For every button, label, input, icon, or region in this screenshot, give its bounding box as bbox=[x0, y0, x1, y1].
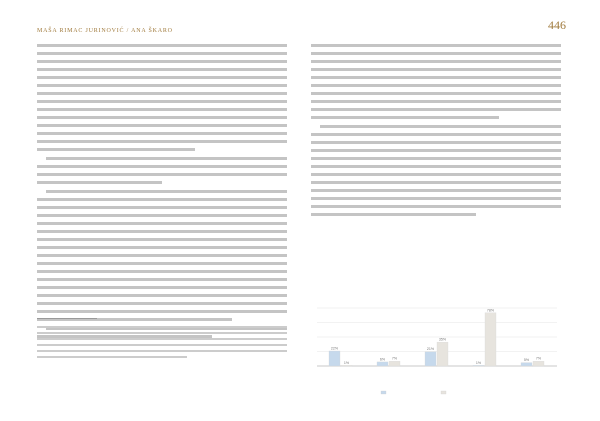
text-line bbox=[37, 246, 287, 249]
text-line bbox=[37, 124, 287, 127]
text-line bbox=[37, 52, 287, 55]
text-line bbox=[37, 278, 287, 281]
text-line bbox=[311, 197, 561, 200]
paragraph bbox=[37, 44, 287, 151]
text-line bbox=[311, 173, 561, 176]
text-line bbox=[37, 173, 287, 176]
footnote-line bbox=[37, 350, 287, 352]
text-line bbox=[37, 84, 287, 87]
text-line bbox=[311, 92, 561, 95]
chart-bar bbox=[521, 363, 532, 366]
text-line bbox=[37, 286, 287, 289]
paragraph bbox=[37, 190, 287, 321]
text-line bbox=[311, 149, 561, 152]
text-line bbox=[37, 238, 287, 241]
text-line bbox=[37, 230, 287, 233]
bar-value-label: 21% bbox=[426, 347, 435, 352]
chart-bar bbox=[473, 365, 484, 366]
text-line bbox=[46, 190, 287, 193]
text-line bbox=[37, 60, 287, 63]
text-line bbox=[311, 165, 561, 168]
text-line bbox=[37, 92, 287, 95]
text-line bbox=[311, 141, 561, 144]
text-line bbox=[37, 140, 287, 143]
footnote-line bbox=[37, 332, 287, 334]
text-line bbox=[37, 116, 287, 119]
text-line bbox=[37, 214, 287, 217]
bar-value-label: 22% bbox=[330, 346, 339, 351]
chart-bar bbox=[533, 361, 544, 366]
text-line bbox=[37, 100, 287, 103]
text-line bbox=[311, 205, 561, 208]
text-line bbox=[311, 157, 561, 160]
legend-swatch bbox=[441, 391, 446, 394]
bar-value-label: 7% bbox=[535, 356, 542, 361]
bar-chart bbox=[311, 304, 563, 404]
text-line bbox=[37, 198, 287, 201]
footnote-line bbox=[37, 344, 287, 346]
footnote-line bbox=[37, 338, 287, 340]
paragraph bbox=[311, 44, 561, 119]
legend-swatch bbox=[381, 391, 386, 394]
text-line bbox=[311, 100, 561, 103]
bar-value-label: 35% bbox=[438, 337, 447, 342]
text-line bbox=[37, 132, 287, 135]
body-column-right bbox=[311, 44, 561, 222]
bar-value-label: 6% bbox=[379, 357, 386, 362]
text-line bbox=[311, 133, 561, 136]
running-head: MAŠA RIMAC JURINOVIĆ / ANA ŠKARO bbox=[37, 28, 173, 34]
text-line bbox=[311, 68, 561, 71]
page-number: 446 bbox=[548, 18, 566, 32]
text-line bbox=[37, 310, 287, 313]
text-line bbox=[311, 60, 561, 63]
text-line bbox=[37, 76, 287, 79]
text-line bbox=[37, 181, 162, 184]
text-line bbox=[46, 157, 287, 160]
text-line bbox=[311, 76, 561, 79]
bar-value-label: 1% bbox=[475, 360, 482, 365]
bar-value-label: 1% bbox=[343, 360, 350, 365]
chart-bar bbox=[341, 365, 352, 366]
text-line bbox=[311, 52, 561, 55]
chart-bar bbox=[389, 361, 400, 366]
text-line bbox=[37, 148, 195, 151]
paragraph bbox=[37, 157, 287, 184]
chart-bar bbox=[377, 362, 388, 366]
paragraph bbox=[311, 125, 561, 216]
body-column-left bbox=[37, 44, 287, 344]
text-line bbox=[37, 222, 287, 225]
text-line bbox=[311, 189, 561, 192]
bar-value-label: 78% bbox=[486, 308, 495, 313]
text-line bbox=[37, 165, 287, 168]
chart-bar bbox=[485, 313, 496, 366]
chart-bar bbox=[425, 352, 436, 366]
text-line bbox=[311, 108, 561, 111]
text-line bbox=[37, 270, 287, 273]
footnote-line bbox=[37, 356, 187, 358]
footnote-divider bbox=[37, 318, 97, 319]
text-line bbox=[37, 108, 287, 111]
text-line bbox=[37, 206, 287, 209]
text-line bbox=[320, 125, 561, 128]
text-line bbox=[311, 213, 476, 216]
text-line bbox=[37, 68, 287, 71]
footnote bbox=[37, 326, 287, 362]
footnote-line bbox=[37, 326, 287, 328]
text-line bbox=[37, 44, 287, 47]
text-line bbox=[37, 254, 287, 257]
bar-value-label: 5% bbox=[523, 358, 530, 363]
text-line bbox=[37, 294, 287, 297]
text-line bbox=[311, 181, 561, 184]
text-line bbox=[37, 302, 287, 305]
text-line bbox=[311, 84, 561, 87]
text-line bbox=[311, 44, 561, 47]
chart-bar bbox=[329, 351, 340, 366]
bar-value-label: 7% bbox=[391, 356, 398, 361]
chart-bar bbox=[437, 342, 448, 366]
text-line bbox=[37, 262, 287, 265]
text-line bbox=[311, 116, 499, 119]
